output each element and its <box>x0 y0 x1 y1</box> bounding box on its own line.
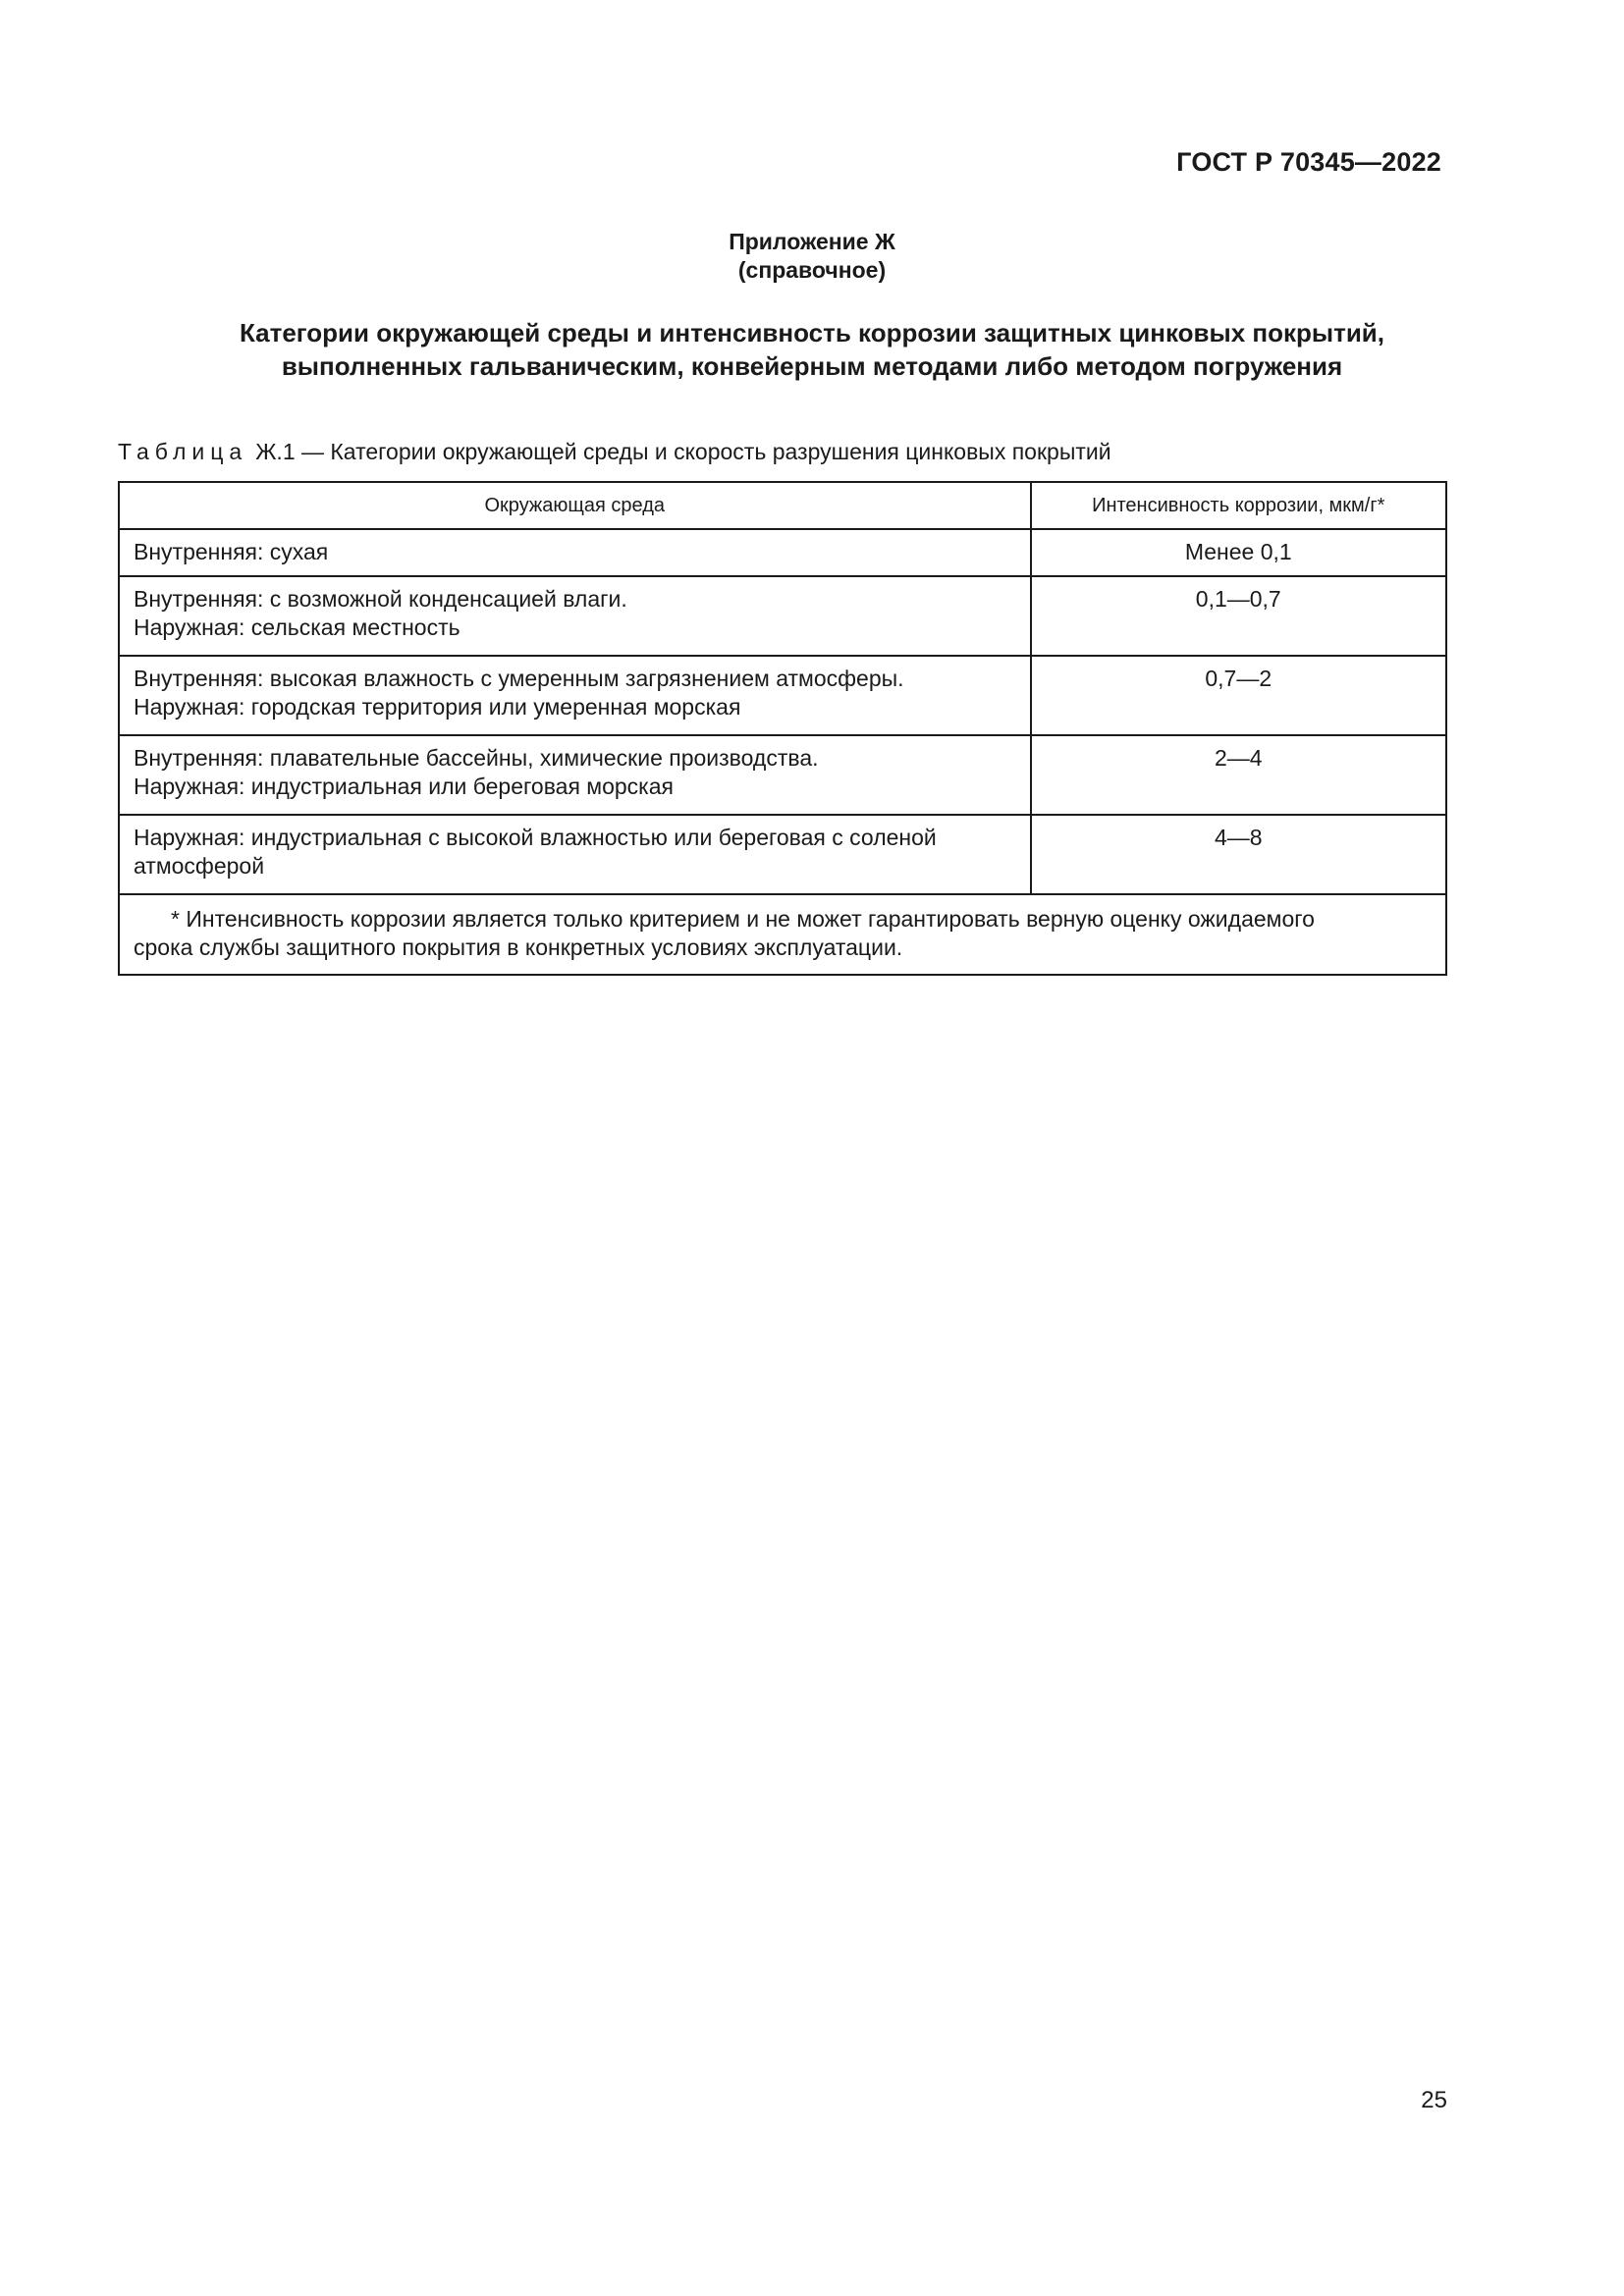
environment-cell <box>119 735 1031 815</box>
environment-line: Внутренняя: с возможной конденсацией влаги. <box>134 586 627 612</box>
table-caption <box>118 439 1111 465</box>
document-code: ГОСТ Р 70345—2022 <box>1176 147 1441 177</box>
environment-line: Внутренняя: сухая <box>134 539 329 564</box>
main-title-line-1: Категории окружающей среды и интенсивность коррозии защитных цинковых покрытий, <box>239 318 1385 347</box>
environment-line: Наружная: городская территория или умеренная морская <box>134 694 741 720</box>
table-row <box>119 815 1446 894</box>
main-title-line-2: выполненных гальваническим, конвейерным методами либо методом погружения <box>281 351 1343 381</box>
corrosion-rate-cell: 0,1—0,7 <box>1031 576 1446 656</box>
table-caption-prefix: Таблица <box>118 439 248 464</box>
table-row <box>119 529 1446 576</box>
environment-line: Внутренняя: плавательные бассейны, химические производства. <box>134 745 819 771</box>
environment-line: атмосферой <box>134 853 265 879</box>
corrosion-rate-cell: 0,7—2 <box>1031 656 1446 735</box>
table-caption-text: Ж.1 — Категории окружающей среды и скорость разрушения цинковых покрытий <box>255 439 1111 464</box>
table-row <box>119 656 1446 735</box>
environment-line: Внутренняя: высокая влажность с умеренным загрязнением атмосферы. <box>134 666 904 691</box>
table-footnote-row <box>119 894 1446 975</box>
environment-cell <box>119 815 1031 894</box>
table-row <box>119 576 1446 656</box>
environment-cell <box>119 529 1031 576</box>
footnote-line: срока службы защитного покрытия в конкретных условиях эксплуатации. <box>134 934 903 960</box>
environment-line: Наружная: индустриальная или береговая морская <box>134 774 675 799</box>
environment-cell <box>119 656 1031 735</box>
column-header-corrosion-rate: Интенсивность коррозии, мкм/г* <box>1031 482 1446 529</box>
table-footnote <box>119 894 1446 975</box>
appendix-subtitle: (справочное) <box>737 257 887 283</box>
corrosion-table <box>118 481 1447 976</box>
table-row <box>119 735 1446 815</box>
appendix-title: Приложение Ж <box>729 229 895 254</box>
corrosion-rate-cell: 4—8 <box>1031 815 1446 894</box>
table-header-row <box>119 482 1446 529</box>
environment-line: Наружная: сельская местность <box>134 614 460 640</box>
corrosion-rate-cell: Менее 0,1 <box>1031 529 1446 576</box>
footnote-line: * Интенсивность коррозии является только критерием и не может гарантировать верную оценку ожидаемого <box>171 906 1315 932</box>
corrosion-rate-cell: 2—4 <box>1031 735 1446 815</box>
column-header-environment: Окружающая среда <box>119 482 1031 529</box>
appendix-heading <box>0 228 1624 285</box>
main-title <box>0 316 1624 383</box>
environment-cell <box>119 576 1031 656</box>
environment-line: Наружная: индустриальная с высокой влажностью или береговая с соленой <box>134 825 937 850</box>
page-number: 25 <box>1421 2087 1447 2113</box>
